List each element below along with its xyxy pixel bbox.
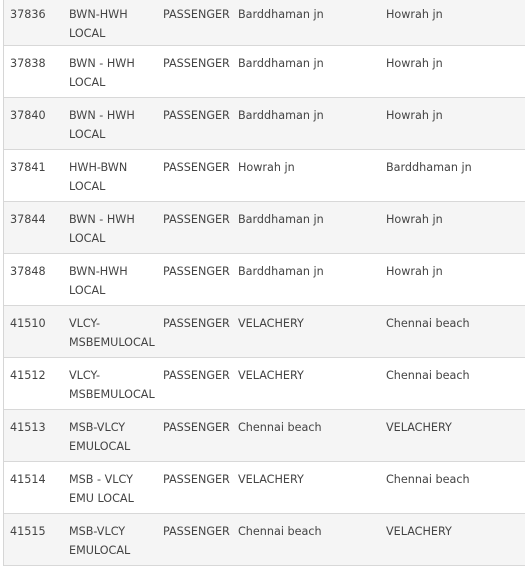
train-name-line1: BWN - HWH bbox=[69, 109, 135, 122]
train-name-line2: LOCAL bbox=[69, 284, 106, 297]
train-type: PASSENGER bbox=[163, 410, 238, 462]
train-source: VELACHERY bbox=[238, 358, 386, 410]
table-row[interactable] bbox=[4, 0, 525, 46]
train-number: 37841 bbox=[4, 150, 69, 202]
table-row[interactable] bbox=[4, 254, 525, 306]
train-name-line1: VLCY- bbox=[69, 369, 101, 382]
train-name bbox=[69, 150, 163, 202]
train-source: Barddhaman jn bbox=[238, 46, 386, 98]
train-source: Chennai beach bbox=[238, 410, 386, 462]
train-type: PASSENGER bbox=[163, 306, 238, 358]
train-name-line2: LOCAL bbox=[69, 76, 106, 89]
train-name-line2: EMULOCAL bbox=[69, 544, 131, 557]
train-source: Chennai beach bbox=[238, 514, 386, 566]
train-name bbox=[69, 254, 163, 306]
train-name bbox=[69, 514, 163, 566]
train-source: Howrah jn bbox=[238, 150, 386, 202]
train-name-line1: VLCY- bbox=[69, 317, 101, 330]
train-name-line2: EMU LOCAL bbox=[69, 492, 134, 505]
train-name bbox=[69, 98, 163, 150]
train-list bbox=[4, 0, 525, 566]
train-name-line1: MSB - VLCY bbox=[69, 473, 133, 486]
train-type: PASSENGER bbox=[163, 462, 238, 514]
table-row[interactable] bbox=[4, 358, 525, 410]
train-destination: VELACHERY bbox=[386, 514, 525, 566]
train-type: PASSENGER bbox=[163, 46, 238, 98]
train-number: 41515 bbox=[4, 514, 69, 566]
train-source: Barddhaman jn bbox=[238, 254, 386, 306]
train-name-line2: MSBEMULOCAL bbox=[69, 388, 155, 401]
table-row[interactable] bbox=[4, 514, 525, 566]
table-row[interactable] bbox=[4, 462, 525, 514]
table-row[interactable] bbox=[4, 410, 525, 462]
train-name-line1: MSB-VLCY bbox=[69, 421, 126, 434]
train-name-line1: BWN - HWH bbox=[69, 57, 135, 70]
train-destination: Howrah jn bbox=[386, 46, 525, 98]
train-name-line2: LOCAL bbox=[69, 180, 106, 193]
train-number: 37840 bbox=[4, 98, 69, 150]
train-name-line1: BWN - HWH bbox=[69, 213, 135, 226]
train-type: PASSENGER bbox=[163, 150, 238, 202]
train-destination: Howrah jn bbox=[386, 202, 525, 254]
train-destination: Chennai beach bbox=[386, 358, 525, 410]
train-name bbox=[69, 462, 163, 514]
train-name-line2: MSBEMULOCAL bbox=[69, 336, 155, 349]
train-name-line1: BWN-HWH bbox=[69, 265, 128, 278]
train-type: PASSENGER bbox=[163, 98, 238, 150]
train-name-line1: HWH-BWN bbox=[69, 161, 128, 174]
train-number: 41514 bbox=[4, 462, 69, 514]
train-source: VELACHERY bbox=[238, 462, 386, 514]
train-source: Barddhaman jn bbox=[238, 0, 386, 46]
table-row[interactable] bbox=[4, 98, 525, 150]
train-number: 37836 bbox=[4, 0, 69, 46]
train-name bbox=[69, 410, 163, 462]
table-row[interactable] bbox=[4, 306, 525, 358]
train-number: 41513 bbox=[4, 410, 69, 462]
train-number: 37838 bbox=[4, 46, 69, 98]
train-name-line1: BWN-HWH bbox=[69, 8, 128, 21]
train-type: PASSENGER bbox=[163, 514, 238, 566]
train-name-line2: EMULOCAL bbox=[69, 440, 131, 453]
train-table bbox=[3, 0, 522, 566]
train-name bbox=[69, 358, 163, 410]
train-destination: Howrah jn bbox=[386, 98, 525, 150]
train-name-line2: LOCAL bbox=[69, 128, 106, 141]
train-name bbox=[69, 306, 163, 358]
train-number: 37844 bbox=[4, 202, 69, 254]
train-number: 41512 bbox=[4, 358, 69, 410]
train-destination: Chennai beach bbox=[386, 462, 525, 514]
train-type: PASSENGER bbox=[163, 358, 238, 410]
train-type: PASSENGER bbox=[163, 202, 238, 254]
train-name-line2: LOCAL bbox=[69, 27, 106, 40]
train-name bbox=[69, 0, 163, 46]
train-destination: Howrah jn bbox=[386, 0, 525, 46]
train-destination: VELACHERY bbox=[386, 410, 525, 462]
train-name-line1: MSB-VLCY bbox=[69, 525, 126, 538]
train-type: PASSENGER bbox=[163, 254, 238, 306]
train-source: Barddhaman jn bbox=[238, 98, 386, 150]
train-source: Barddhaman jn bbox=[238, 202, 386, 254]
train-name-line2: LOCAL bbox=[69, 232, 106, 245]
table-row[interactable] bbox=[4, 150, 525, 202]
table-row[interactable] bbox=[4, 46, 525, 98]
train-number: 41510 bbox=[4, 306, 69, 358]
train-destination: Barddhaman jn bbox=[386, 150, 525, 202]
train-number: 37848 bbox=[4, 254, 69, 306]
train-source: VELACHERY bbox=[238, 306, 386, 358]
table-row[interactable] bbox=[4, 202, 525, 254]
train-type: PASSENGER bbox=[163, 0, 238, 46]
train-name bbox=[69, 46, 163, 98]
train-destination: Chennai beach bbox=[386, 306, 525, 358]
train-name bbox=[69, 202, 163, 254]
train-destination: Howrah jn bbox=[386, 254, 525, 306]
